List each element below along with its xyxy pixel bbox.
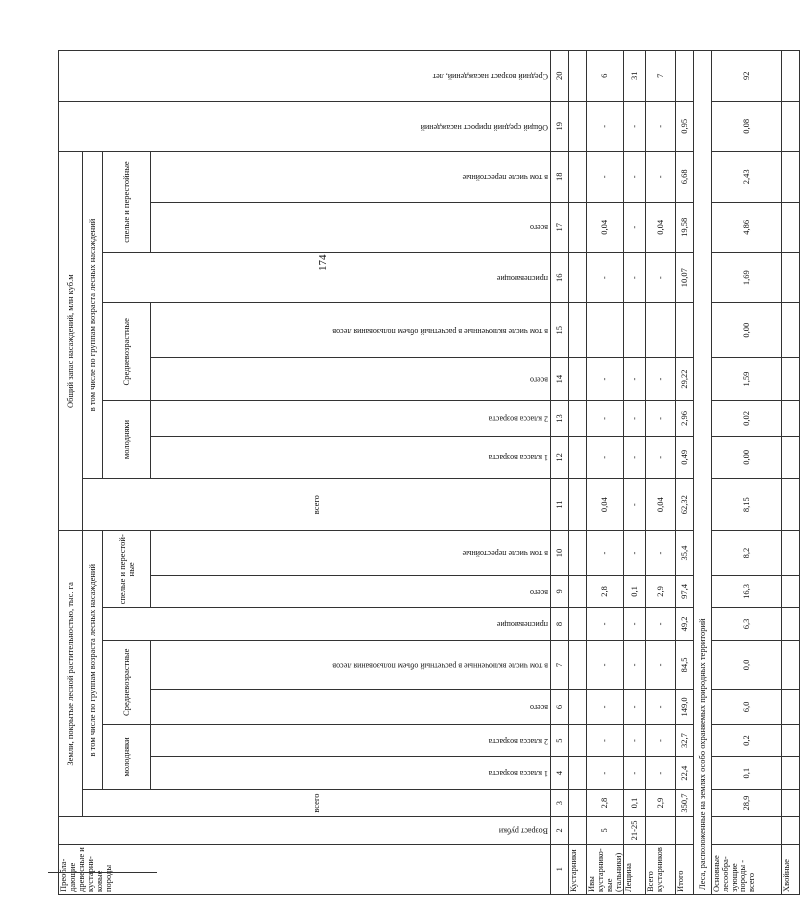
row-value [569, 51, 587, 102]
section-title: Леса, расположенные на землях особо охраняемых природных территорий [693, 51, 711, 895]
row-value [569, 303, 587, 358]
row-species: Хвойные [781, 844, 799, 894]
header-area-incl: в том числе по группам возраста лесных насаждений [83, 531, 103, 790]
row-value: 0,02 [711, 401, 781, 437]
row-value [781, 789, 799, 816]
row-value [781, 51, 799, 102]
row-age [645, 817, 675, 844]
row-value: 8,2 [711, 531, 781, 575]
row-value: 6,68 [675, 152, 693, 203]
column-number: 10 [551, 531, 569, 575]
row-value [781, 608, 799, 641]
row-value [569, 436, 587, 478]
row-age: 5 [587, 817, 624, 844]
row-value [569, 608, 587, 641]
column-number: 12 [551, 436, 569, 478]
header-stock-class1: 1 класса возраста [151, 436, 551, 478]
header-area-young: молодняки [103, 724, 151, 789]
row-value: - [623, 757, 645, 790]
table-row [645, 51, 675, 895]
row-value [569, 202, 587, 252]
row-value: - [645, 608, 675, 641]
row-value: - [645, 724, 675, 757]
row-value [569, 690, 587, 725]
row-species: Лещина [623, 844, 645, 894]
row-value: 0,1 [711, 757, 781, 790]
column-number: 7 [551, 640, 569, 689]
header-age: Возраст рубки [59, 817, 551, 844]
row-value: - [645, 436, 675, 478]
row-value: 0,95 [675, 101, 693, 151]
header-stock-ripe-overmature: в том числе перестойные [151, 152, 551, 203]
row-value: 32,7 [675, 724, 693, 757]
row-value: - [645, 757, 675, 790]
header-area-class2: 2 класса возраста [151, 724, 551, 757]
row-value: 92 [711, 51, 781, 102]
header-stock-middle: Средневозрастные [103, 303, 151, 401]
row-value: 0,2 [711, 724, 781, 757]
row-value [781, 101, 799, 151]
header-area-class1: 1 класса возраста [151, 757, 551, 790]
column-number: 2 [551, 817, 569, 844]
header-area-mid-incl: в том числе включенные в расчетный объем пользования лесов [151, 640, 551, 689]
row-value: - [623, 724, 645, 757]
row-value [569, 757, 587, 790]
row-value: - [645, 101, 675, 151]
header-avg-age: Средний возраст насаждений, лет [59, 51, 551, 102]
table-body-main [569, 51, 694, 895]
row-value: 2,96 [675, 401, 693, 437]
row-value: - [587, 531, 624, 575]
header-stock-ripe-total: всего [151, 202, 551, 252]
row-value: 6,0 [711, 690, 781, 725]
row-value: - [645, 531, 675, 575]
row-value: 22,4 [675, 757, 693, 790]
row-value [781, 640, 799, 689]
row-value: 0,1 [623, 789, 645, 816]
header-area-ripe-total: всего [151, 575, 551, 608]
row-value: 10,07 [675, 252, 693, 302]
row-value: 6,3 [711, 608, 781, 641]
header-area-total: всего [83, 789, 551, 816]
row-value: 6 [587, 51, 624, 102]
row-value [781, 303, 799, 358]
row-value: 0,00 [711, 436, 781, 478]
column-number: 4 [551, 757, 569, 790]
row-value: 7 [645, 51, 675, 102]
row-value: - [587, 724, 624, 757]
column-numbers-row [551, 51, 569, 895]
row-value: - [587, 436, 624, 478]
row-age [675, 817, 693, 844]
row-value: - [623, 690, 645, 725]
header-stock-total: всего [83, 478, 551, 531]
row-value: - [623, 436, 645, 478]
row-value: 2,43 [711, 152, 781, 203]
row-value [781, 202, 799, 252]
table-body-protected [711, 51, 799, 895]
table-row [781, 51, 799, 895]
row-value [569, 252, 587, 302]
row-value: - [587, 252, 624, 302]
row-value: 149,0 [675, 690, 693, 725]
header-stock-maturing: приспевающие [103, 252, 551, 302]
row-value: 0,49 [675, 436, 693, 478]
table-row [711, 51, 781, 895]
row-value: 84,5 [675, 640, 693, 689]
footnote-divider [48, 872, 157, 873]
header-increment: Общий средний прирост насаждений [59, 101, 551, 151]
row-value [587, 303, 624, 358]
row-value [781, 724, 799, 757]
row-value [569, 101, 587, 151]
header-area-maturing: приспевающие [103, 608, 551, 641]
row-value: - [587, 101, 624, 151]
row-species: Кустарники [569, 844, 587, 894]
header-species: Преобладающие древесные и кустарниковые породы [59, 844, 551, 894]
row-value: - [645, 690, 675, 725]
row-value [569, 640, 587, 689]
row-value [569, 575, 587, 608]
row-value [781, 252, 799, 302]
header-stock-ripe: спелые и перестойные [103, 152, 151, 253]
row-value: - [587, 640, 624, 689]
row-value: - [623, 252, 645, 302]
forest-stock-table [58, 50, 800, 895]
row-value: - [623, 358, 645, 401]
row-value: - [645, 640, 675, 689]
row-value [675, 51, 693, 102]
row-value: 2,8 [587, 575, 624, 608]
row-value: 8,15 [711, 478, 781, 531]
row-value [569, 401, 587, 437]
row-value [569, 358, 587, 401]
row-value: 0,04 [645, 202, 675, 252]
header-stock-mid-incl: в том числе включенные в расчетный объем пользования лесов [151, 303, 551, 358]
row-species: Итого [675, 844, 693, 894]
column-number: 15 [551, 303, 569, 358]
column-number: 9 [551, 575, 569, 608]
header-stock-incl: в том числе по группам возраста лесных насаждений [83, 152, 103, 479]
table-row [569, 51, 587, 895]
row-value [569, 478, 587, 531]
row-value: 0,04 [587, 202, 624, 252]
column-number: 14 [551, 358, 569, 401]
row-value: 2,9 [645, 789, 675, 816]
row-value: 0,04 [587, 478, 624, 531]
row-value: 0,04 [645, 478, 675, 531]
column-number: 17 [551, 202, 569, 252]
row-age [711, 817, 781, 844]
forest-stock-table-wrapper [58, 50, 791, 895]
header-area-mid-total: всего [151, 690, 551, 725]
row-value: - [587, 608, 624, 641]
table-row [623, 51, 645, 895]
row-value: 97,4 [675, 575, 693, 608]
row-value [781, 152, 799, 203]
row-value: - [587, 757, 624, 790]
row-value: 19,58 [675, 202, 693, 252]
row-species: Основные лесообразующие породы - всего [711, 844, 781, 894]
row-value: - [645, 252, 675, 302]
row-value: 31 [623, 51, 645, 102]
row-value [781, 690, 799, 725]
row-value [623, 303, 645, 358]
column-number: 1 [551, 844, 569, 894]
row-value: - [623, 531, 645, 575]
column-number: 11 [551, 478, 569, 531]
row-value [781, 757, 799, 790]
header-stock-class2: 2 класса возраста [151, 401, 551, 437]
row-species: Всего кустарников [645, 844, 675, 894]
row-value [781, 531, 799, 575]
row-value: - [587, 152, 624, 203]
header-stock-mid-total: всего [151, 358, 551, 401]
row-value: - [587, 358, 624, 401]
row-value: 28,9 [711, 789, 781, 816]
row-value: - [645, 152, 675, 203]
row-value: 0,1 [623, 575, 645, 608]
row-value [645, 303, 675, 358]
row-value [781, 575, 799, 608]
row-value: 2,9 [645, 575, 675, 608]
row-species: Ивы кустарниковые (тальники) [587, 844, 624, 894]
table-row [675, 51, 693, 895]
row-value: 49,2 [675, 608, 693, 641]
column-number: 8 [551, 608, 569, 641]
row-value [569, 789, 587, 816]
page-number: 174 [317, 254, 329, 272]
header-stock-young: молодняки [103, 401, 151, 479]
row-value: 2,8 [587, 789, 624, 816]
header-area-ripe: спелые и перестойные [103, 531, 151, 608]
row-value [569, 531, 587, 575]
header-area-ripe-overmature: в том числе перестойные [151, 531, 551, 575]
row-value [675, 303, 693, 358]
row-value [569, 152, 587, 203]
row-value: - [587, 690, 624, 725]
column-number: 20 [551, 51, 569, 102]
row-value: - [645, 358, 675, 401]
row-value: - [623, 101, 645, 151]
row-age: 21-25 [623, 817, 645, 844]
row-value: 0,00 [711, 303, 781, 358]
row-value: 35,4 [675, 531, 693, 575]
row-value: 16,3 [711, 575, 781, 608]
row-age [781, 817, 799, 844]
row-value: - [623, 202, 645, 252]
row-value: - [645, 401, 675, 437]
row-value [781, 436, 799, 478]
row-value [781, 478, 799, 531]
column-number: 16 [551, 252, 569, 302]
column-number: 19 [551, 101, 569, 151]
row-value: - [623, 640, 645, 689]
header-stock-group: Общий запас насаждений, млн куб.м [59, 152, 83, 531]
row-value: - [623, 401, 645, 437]
header-area-middle: Средневозрастные [103, 640, 151, 724]
row-value [569, 724, 587, 757]
row-value [781, 401, 799, 437]
row-age [569, 817, 587, 844]
row-value: 350,7 [675, 789, 693, 816]
row-value: 62,32 [675, 478, 693, 531]
row-value [781, 358, 799, 401]
row-value: 0,08 [711, 101, 781, 151]
header-area-group: Земли, покрытые лесной растительностью, тыс. га [59, 531, 83, 817]
row-value: 0,0 [711, 640, 781, 689]
column-number: 3 [551, 789, 569, 816]
column-number: 6 [551, 690, 569, 725]
row-value: - [623, 152, 645, 203]
column-number: 18 [551, 152, 569, 203]
column-number: 13 [551, 401, 569, 437]
row-value: - [623, 478, 645, 531]
row-value: 1,59 [711, 358, 781, 401]
row-value: 1,69 [711, 252, 781, 302]
column-number: 5 [551, 724, 569, 757]
row-value: - [587, 401, 624, 437]
row-value: - [623, 608, 645, 641]
row-value: 4,86 [711, 202, 781, 252]
table-row [587, 51, 624, 895]
row-value: 29,22 [675, 358, 693, 401]
